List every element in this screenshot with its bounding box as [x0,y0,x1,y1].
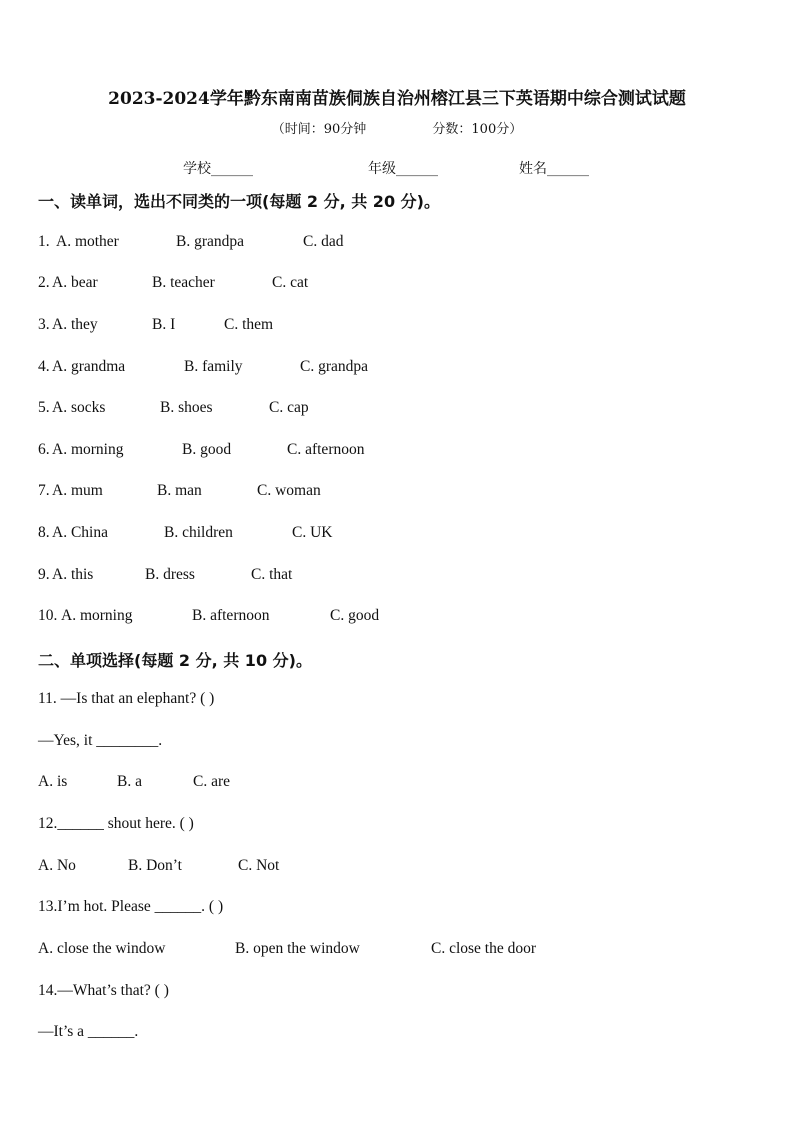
option-b[interactable]: B. dress [145,566,195,583]
option-a[interactable]: A. morning [61,607,133,624]
option-b[interactable]: B. Don’t [128,857,182,874]
school-field[interactable]: 学校______ [183,161,253,177]
question-answer-line: —Yes, it ________. [38,732,163,749]
option-c[interactable]: C. Not [238,857,280,874]
section1-heading: 一、读单词，选出不同类的一项(每题 2 分, 共 20 分)。 [38,192,440,211]
question-number: 5. [38,399,50,416]
option-c[interactable]: C. them [224,316,274,333]
option-c[interactable]: C. are [193,773,231,790]
option-c[interactable]: C. close the door [431,940,537,957]
option-b[interactable]: B. open the window [235,940,360,957]
question-number: 2. [38,274,50,291]
option-c[interactable]: C. afternoon [287,441,365,458]
option-a[interactable]: A. they [52,316,98,333]
option-a[interactable]: A. bear [52,274,98,291]
exam-title: 2023-2024学年黔东南南苗族侗族自治州榕江县三下英语期中综合测试试题 [108,89,686,109]
question-stem: 14.—What’s that? ( ) [38,982,169,999]
question-stem: 11. —Is that an elephant? ( ) [38,690,215,707]
option-b[interactable]: B. teacher [152,274,215,291]
option-a[interactable]: A. this [52,566,94,583]
question-answer-line: —It’s a ______. [38,1023,139,1040]
option-b[interactable]: B. man [157,482,202,499]
option-c[interactable]: C. grandpa [300,358,369,375]
option-c[interactable]: C. cap [269,399,309,416]
option-a[interactable]: A. mother [56,233,119,250]
section2-heading: 二、单项选择(每题 2 分, 共 10 分)。 [38,651,312,670]
option-a[interactable]: A. mum [52,482,103,499]
question-number: 6. [38,441,50,458]
question-stem: 13.I’m hot. Please ______. ( ) [38,898,224,915]
grade-field[interactable]: 年级______ [368,161,438,177]
option-b[interactable]: B. afternoon [192,607,270,624]
question-number: 4. [38,358,50,375]
option-a[interactable]: A. close the window [38,940,166,957]
option-a[interactable]: A. China [52,524,108,541]
exam-subtitle: （时间：90分钟 分数：100分） [271,122,523,137]
option-c[interactable]: C. dad [303,233,344,250]
question-number: 1. [38,233,50,250]
option-a[interactable]: A. socks [52,399,106,416]
option-a[interactable]: A. morning [52,441,124,458]
option-b[interactable]: B. I [152,316,176,333]
option-c[interactable]: C. that [251,566,293,583]
question-number: 8. [38,524,50,541]
option-a[interactable]: A. No [38,857,76,874]
option-b[interactable]: B. good [182,441,232,458]
question-number: 3. [38,316,50,333]
option-c[interactable]: C. UK [292,524,333,541]
option-a[interactable]: A. is [38,773,68,790]
option-c[interactable]: C. woman [257,482,321,499]
option-b[interactable]: B. grandpa [176,233,245,250]
option-b[interactable]: B. family [184,358,243,375]
option-c[interactable]: C. cat [272,274,309,291]
question-number: 7. [38,482,50,499]
option-a[interactable]: A. grandma [52,358,126,375]
name-field[interactable]: 姓名______ [519,161,589,177]
option-c[interactable]: C. good [330,607,380,624]
option-b[interactable]: B. a [117,773,142,790]
question-stem: 12.______ shout here. ( ) [38,815,194,832]
option-b[interactable]: B. children [164,524,233,541]
option-b[interactable]: B. shoes [160,399,213,416]
question-number: 9. [38,566,50,583]
question-number: 10. [38,607,58,624]
